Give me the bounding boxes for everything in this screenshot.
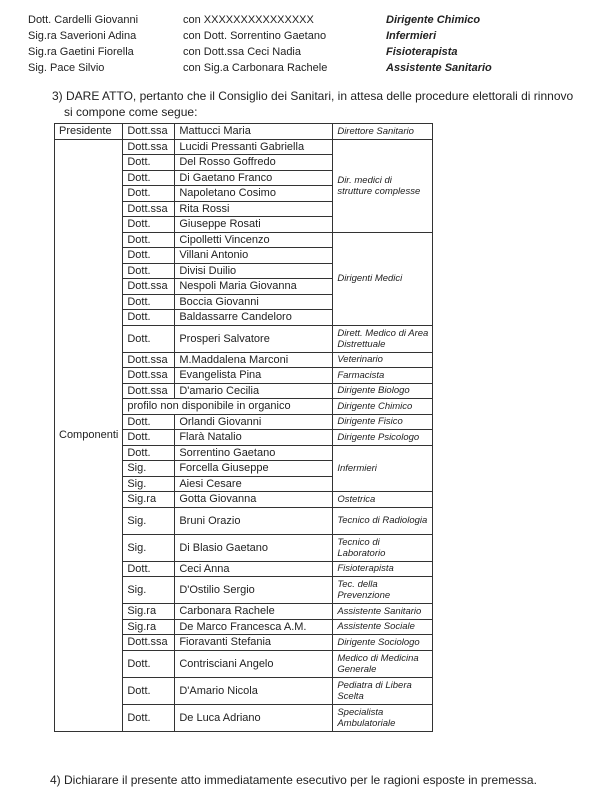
member-name: De Luca Adriano	[175, 704, 333, 731]
member-title: Sig.ra	[123, 619, 175, 635]
member-name: Divisi Duilio	[175, 263, 333, 279]
member-name: Del Rosso Goffredo	[175, 155, 333, 171]
member-role: Dirigenti Medici	[333, 232, 433, 325]
member-title: Dott.ssa	[123, 368, 175, 384]
top-row-name: Sig.ra Saverioni Adina	[28, 30, 137, 42]
council-table	[54, 123, 433, 732]
member-title: Dott.ssa	[123, 201, 175, 217]
member-title: Dott.ssa	[123, 383, 175, 399]
member-role: Farmacista	[333, 368, 433, 384]
member-title: Dott.	[123, 310, 175, 326]
member-title: Dott.ssa	[123, 352, 175, 368]
top-row-with: con Dott. Sorrentino Gaetano	[183, 30, 327, 42]
member-name: Prosperi Salvatore	[175, 325, 333, 352]
member-title: Dott.	[123, 445, 175, 461]
member-role: Medico di Medicina Generale	[333, 650, 433, 677]
member-role: Ostetrica	[333, 492, 433, 508]
top-row-with: con Sig.a Carbonara Rachele	[183, 62, 328, 74]
member-role: Dirett. Medico di Area Distrettuale	[333, 325, 433, 352]
member-title: Dott.ssa	[123, 635, 175, 651]
member-title: Dott.	[123, 677, 175, 704]
member-role: Tec. della Prevenzione	[333, 577, 433, 604]
member-name: Rita Rossi	[175, 201, 333, 217]
member-name: Villani Antonio	[175, 248, 333, 264]
member-name: Nespoli Maria Giovanna	[175, 279, 333, 295]
member-name: Di Gaetano Franco	[175, 170, 333, 186]
member-name: Gotta Giovanna	[175, 492, 333, 508]
section-3-line-2: si compone come segue:	[64, 105, 198, 119]
president-label: Presidente	[55, 124, 123, 140]
top-row-role: Fisioterapista	[386, 46, 458, 58]
member-name: Aiesi Cesare	[175, 476, 333, 492]
section-3	[52, 88, 582, 120]
member-name: M.Maddalena Marconi	[175, 352, 333, 368]
section-4: 4) Dichiarare il presente atto immediatamente esecutivo per le ragioni esposte in premessa.	[50, 773, 537, 787]
member-title: Dott.	[123, 248, 175, 264]
member-name: Napoletano Cosimo	[175, 186, 333, 202]
member-title: Dott.ssa	[123, 139, 175, 155]
member-role: Tecnico di Laboratorio	[333, 534, 433, 561]
member-name: Baldassarre Candeloro	[175, 310, 333, 326]
member-title: Dott.	[123, 155, 175, 171]
member-title: Sig.	[123, 507, 175, 534]
member-title: Sig.	[123, 534, 175, 561]
member-role: Fisioterapista	[333, 561, 433, 577]
member-title: Dott.	[123, 430, 175, 446]
member-role: Dirigente Sociologo	[333, 635, 433, 651]
top-row-name: Sig.ra Gaetini Fiorella	[28, 46, 134, 58]
member-title: Dott.	[123, 294, 175, 310]
section-3-line-1: 3) DARE ATTO, pertanto che il Consiglio dei Sanitari, in attesa delle procedure elettorali di rinnovo	[52, 89, 574, 103]
top-row-4	[0, 60, 607, 76]
member-title: Dott.	[123, 650, 175, 677]
member-name: Carbonara Rachele	[175, 604, 333, 620]
member-role: Assistente Sociale	[333, 619, 433, 635]
member-name: D'amario Cecilia	[175, 383, 333, 399]
member-name: D'Amario Nicola	[175, 677, 333, 704]
member-title: Dott.ssa	[123, 124, 175, 140]
member-title: Sig.ra	[123, 492, 175, 508]
member-title: Dott.	[123, 232, 175, 248]
member-name: Ceci Anna	[175, 561, 333, 577]
member-title: Sig.	[123, 577, 175, 604]
member-role: Pediatra di Libera Scelta	[333, 677, 433, 704]
president-row	[55, 124, 433, 140]
member-role: Dirigente Fisico	[333, 414, 433, 430]
member-role: Veterinario	[333, 352, 433, 368]
member-title: Dott.	[123, 325, 175, 352]
member-name: Cipolletti Vincenzo	[175, 232, 333, 248]
member-name: Giuseppe Rosati	[175, 217, 333, 233]
member-title: Sig.	[123, 461, 175, 477]
member-role: Assistente Sanitario	[333, 604, 433, 620]
member-name: profilo non disponibile in organico	[123, 399, 333, 415]
member-role: Tecnico di Radiologia	[333, 507, 433, 534]
member-title: Dott.	[123, 217, 175, 233]
member-role: Dirigente Biologo	[333, 383, 433, 399]
member-name: D'Ostilio Sergio	[175, 577, 333, 604]
member-name: Lucidi Pressanti Gabriella	[175, 139, 333, 155]
top-row-role: Infermieri	[386, 30, 437, 42]
top-row-name: Sig. Pace Silvio	[28, 62, 105, 74]
top-row-2	[0, 28, 607, 44]
members-label: Componenti	[55, 139, 123, 731]
member-role: Specialista Ambulatoriale	[333, 704, 433, 731]
member-role: Dirigente Chimico	[333, 399, 433, 415]
member-title: Dott.	[123, 263, 175, 279]
member-name: Contrisciani Angelo	[175, 650, 333, 677]
member-title: Dott.	[123, 704, 175, 731]
member-role: Direttore Sanitario	[333, 124, 433, 140]
member-title: Sig.	[123, 476, 175, 492]
top-row-3	[0, 44, 607, 60]
member-name: De Marco Francesca A.M.	[175, 619, 333, 635]
member-name: Flarà Natalio	[175, 430, 333, 446]
member-name: Di Blasio Gaetano	[175, 534, 333, 561]
member-name: Forcella Giuseppe	[175, 461, 333, 477]
member-name: Boccia Giovanni	[175, 294, 333, 310]
top-row-with: con Dott.ssa Ceci Nadia	[183, 46, 301, 58]
top-row-name: Dott. Cardelli Giovanni	[28, 14, 139, 26]
member-title: Dott.ssa	[123, 279, 175, 295]
member-name: Sorrentino Gaetano	[175, 445, 333, 461]
top-row-1	[0, 12, 607, 28]
member-title: Dott.	[123, 186, 175, 202]
member-title: Dott.	[123, 561, 175, 577]
top-row-with: con XXXXXXXXXXXXXXX	[183, 14, 314, 26]
member-name: Fioravanti Stefania	[175, 635, 333, 651]
member-role: Dir. medici di strutture complesse	[333, 139, 433, 232]
member-title: Dott.	[123, 414, 175, 430]
top-row-role: Dirigente Chimico	[386, 14, 481, 26]
member-role: Infermieri	[333, 445, 433, 492]
member-name: Evangelista Pina	[175, 368, 333, 384]
top-row-role: Assistente Sanitario	[386, 62, 492, 74]
member-title: Sig.ra	[123, 604, 175, 620]
member-name: Bruni Orazio	[175, 507, 333, 534]
member-title: Dott.	[123, 170, 175, 186]
table-row	[55, 139, 433, 155]
member-role: Dirigente Psicologo	[333, 430, 433, 446]
member-name: Mattucci Maria	[175, 124, 333, 140]
member-name: Orlandi Giovanni	[175, 414, 333, 430]
